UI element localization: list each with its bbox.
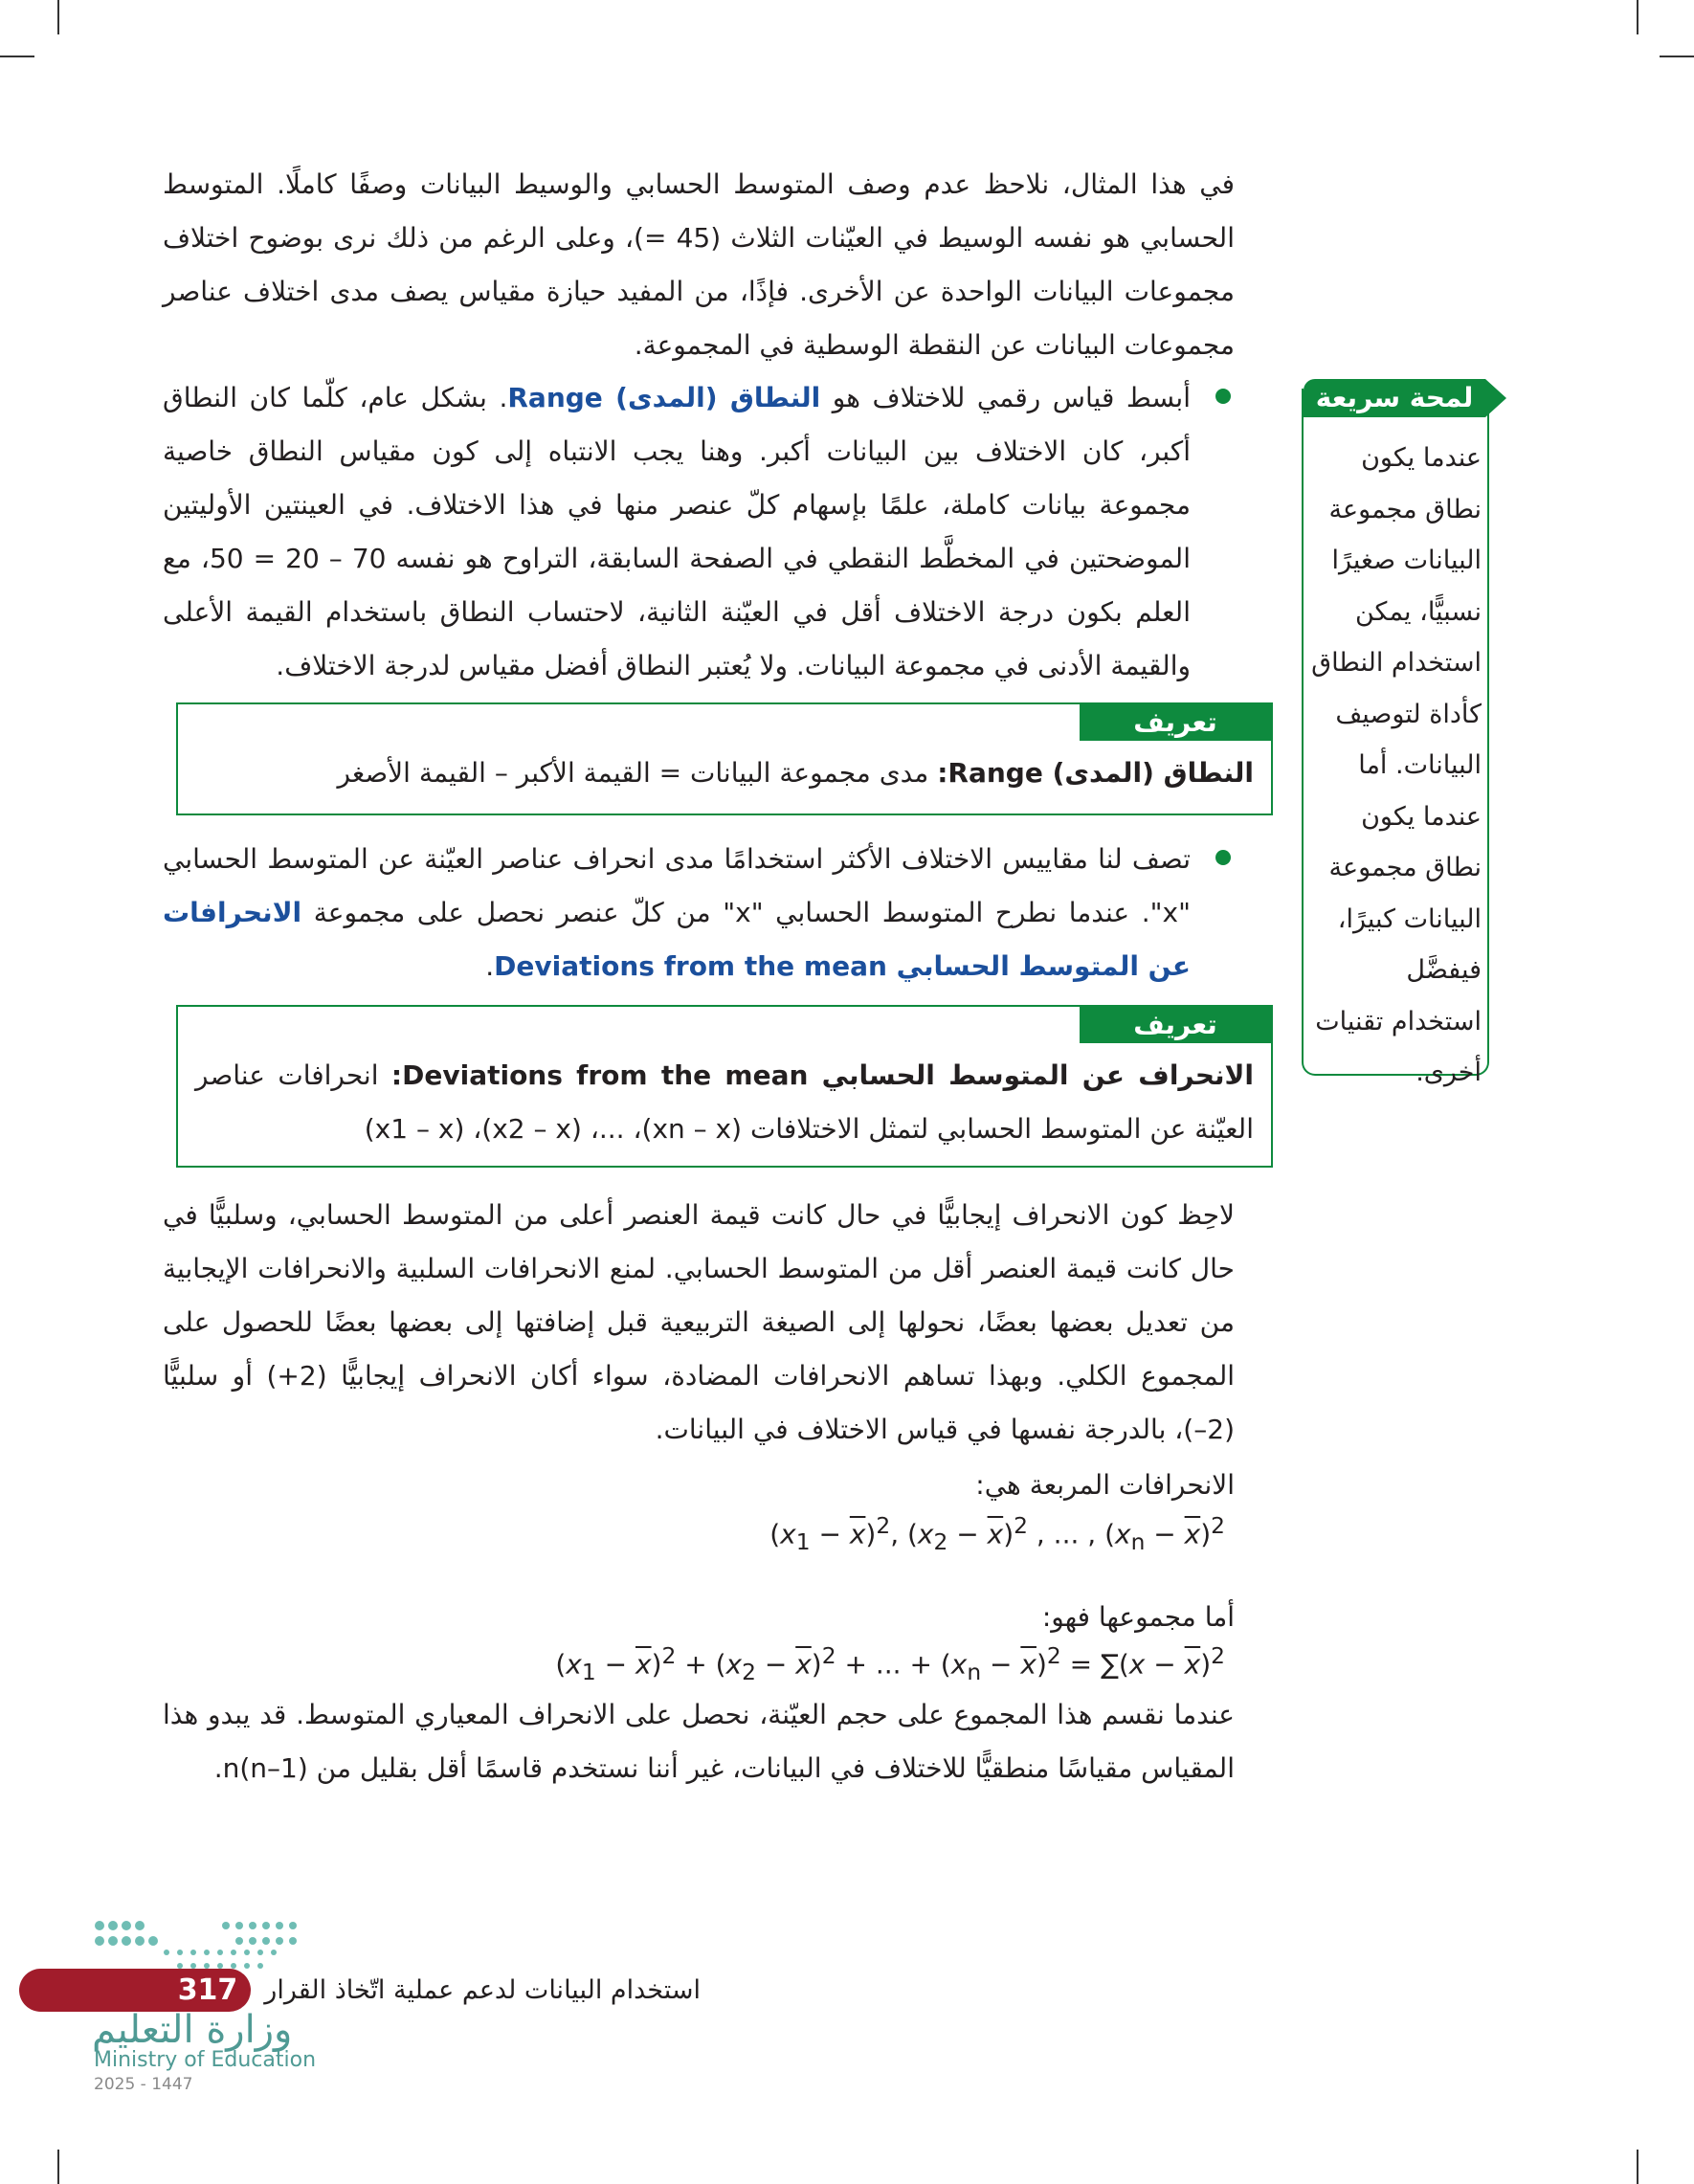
squared-label: الانحرافات المربعة هي:: [975, 1469, 1235, 1501]
sum-label: أما مجموعها فهو:: [1041, 1601, 1235, 1633]
bullet-dot: [1215, 389, 1231, 404]
ministry-name-en: Ministry of Education: [94, 2048, 317, 2072]
range-term: النطاق (المدى) Range: [507, 382, 821, 413]
deviations-bullet: [163, 833, 1235, 993]
range-bullet: [163, 371, 1235, 693]
ministry-name-ar: وزارة التعليم: [92, 2008, 293, 2052]
deviations-bullet-post: .: [485, 950, 495, 982]
intro-text: في هذا المثال، نلاحظ عدم وصف المتوسط الحسابي والوسيط البيانات وصفًا كاملًا. المتوسط الحسابي هو نفسه الوسيط في العيّنات الثلاث (45 =)، وعلى الرغم من ذلك نرى بوضوح اختلاف مجموعات البيانات الواحدة عن الأخرى. فإذًا، من المفيد حيازة مقياس يصف مدى اختلاف عناصر مجموعات البيانات عن النقطة الوسطية في المجموعة.: [163, 168, 1235, 361]
definition-term: الانحراف عن المتوسط الحسابي Deviations from the mean:: [390, 1059, 1254, 1091]
crop-mark: [1660, 56, 1694, 57]
final-text: عندما نقسم هذا المجموع على حجم العيّنة، نحصل على الانحراف المعياري المتوسط. قد يبدو هذا المقياس مقياسًا منطقيًّا للاختلاف في البيانات، غير أننا نستخدم قاسمًا أقل بقليل من n(n–1).: [163, 1699, 1235, 1784]
quick-tip-sidebar: [1302, 389, 1489, 1087]
definition-text: مدى مجموعة البيانات = القيمة الأكبر – القيمة الأصغر: [337, 757, 938, 789]
crop-mark: [57, 2150, 59, 2184]
crop-mark: [57, 0, 59, 34]
deviations-bullet-pre: تصف لنا مقاييس الاختلاف الأكثر استخدامًا مدى انحراف عناصر العيّنة عن المتوسط الحسابي "x". عندما نطرح المتوسط الحسابي "x" من كلّ عنصر نحصل على مجموعة: [163, 843, 1191, 928]
intro-paragraph: [163, 158, 1235, 372]
definition-label: تعريف: [1080, 1007, 1271, 1043]
chapter-title: استخدام البيانات لدعم عملية اتّخاذ القرار: [264, 1975, 701, 2005]
sidebar-title: لمحة سريعة: [1304, 379, 1485, 417]
range-bullet-post: . بشكل عام، كلّما كان النطاق أكبر، كان الاختلاف بين البيانات أكبر. وهنا يجب الانتباه إلى كون مقياس النطاق خاصية مجموعة بيانات كاملة، علمًا بإسهام كلّ عنصر منها في هذا الاختلاف. في العينتين الأوليتين الموضحتين في المخطَّط النقطي في الصفحة السابقة، التراوح هو نفسه 70 – 20 = 50، مع العلم بكون درجة الاختلاف أقل في العيّنة الثانية، لاحتساب النطاق باستخدام القيمة الأعلى والقيمة الأدنى في مجموعة البيانات. ولا يُعتبر النطاق أفضل مقياس لدرجة الاختلاف.: [163, 382, 1191, 681]
sidebar-text: عندما يكون نطاق مجموعة البيانات صغيرًا نسبيًّا، يمكن استخدام النطاق كأداة لتوصيف البيانات. أما عندما يكون نطاق مجموعة البيانات كبيرًا، فيفضَّل استخدام تقنيات أخرى.: [1311, 443, 1482, 1087]
definition-text: انحرافات عناصر العيّنة عن المتوسط الحسابي لتمثل الاختلافات (xn – x)، ...، (x2 – x)، (x1 – x): [195, 1059, 1254, 1145]
crop-mark: [1637, 0, 1638, 34]
page-number: 317: [177, 1973, 238, 2007]
crop-mark: [0, 56, 34, 57]
definition-label: تعريف: [1080, 704, 1271, 741]
definition-box-range: [176, 702, 1273, 815]
sum-formula: $(x_1 - \overline{x})^2 + (x_2 - \overline{x})^2$ + ... + $(x_n - \overline{x})^2 = \sum(x - \overline{x})^2$: [555, 1642, 1225, 1685]
range-bullet-pre: أبسط قياس رقمي للاختلاف هو: [820, 382, 1191, 413]
deviations-term: الانحرافات عن المتوسط الحسابي Deviations from the mean: [163, 897, 1191, 982]
sum-label-block: [163, 1591, 1235, 1644]
body-paragraph: [163, 1189, 1235, 1512]
definition-term: النطاق (المدى) Range:: [937, 757, 1254, 789]
body-text: لاحِظ كون الانحراف إيجابيًّا في حال كانت قيمة العنصر أعلى من المتوسط الحسابي، وسلبيًّا في حال كانت قيمة العنصر أقل من المتوسط الحسابي. لمنع الانحرافات السلبية والانحرافات الإيجابية من تعديل بعضها بعضًا، نحولها إلى الصيغة التربيعية قبل إضافتها إلى بعضها بعضًا للحصول على المجموع الكلي. وبهذا تساهم الانحرافات المضادة، سواء أكان الانحراف إيجابيًّا (2+) أو سلبيًّا (2–)، بالدرجة نفسها في قياس الاختلاف في البيانات.: [163, 1199, 1235, 1445]
crop-mark: [1637, 2150, 1638, 2184]
final-paragraph: [163, 1688, 1235, 1795]
bullet-dot: [1215, 850, 1231, 865]
definition-box-deviations: [176, 1005, 1273, 1168]
edition-year: 2025 - 1447: [94, 2075, 193, 2094]
squared-deviations-formula: $(x_1 - \overline{x})^2$, $(x_2 - \overline{x})^2$ , ... , $(x_n - \overline{x})^2$: [769, 1512, 1225, 1555]
